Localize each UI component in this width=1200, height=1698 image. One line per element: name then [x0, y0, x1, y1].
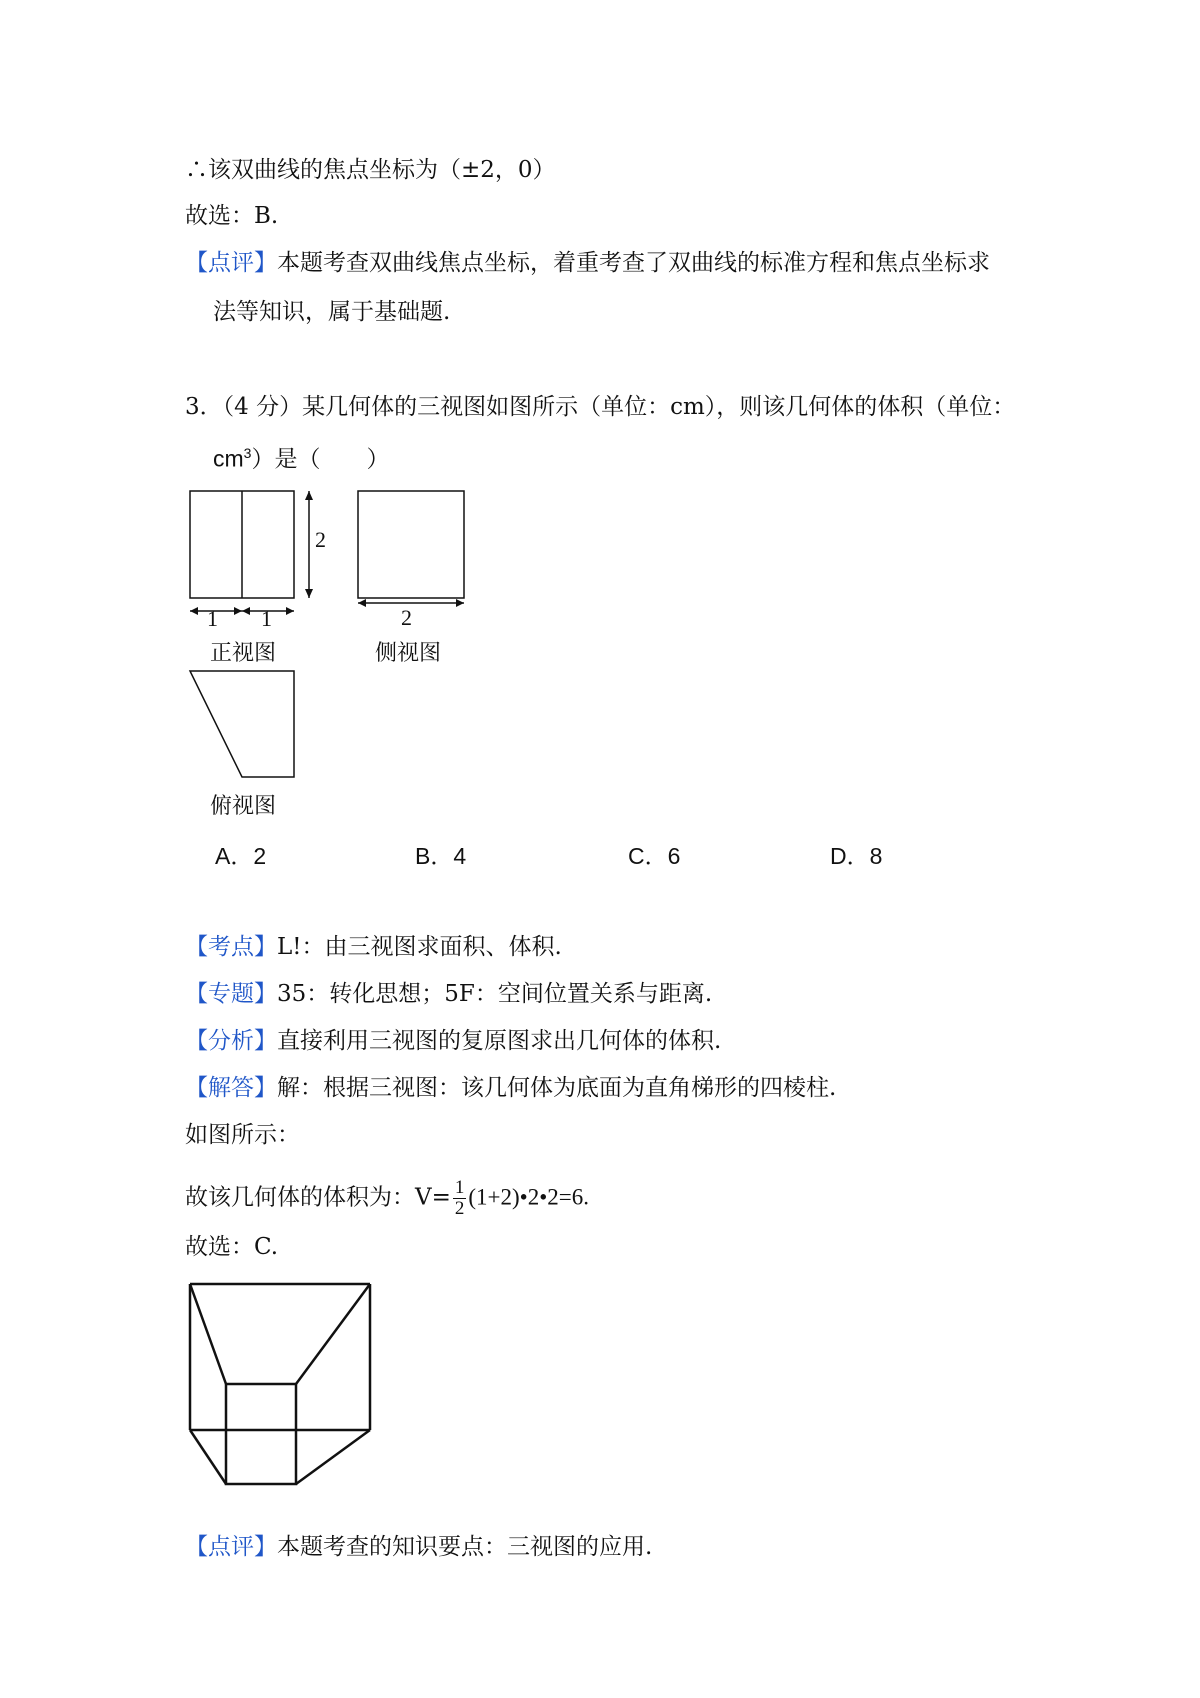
- option-c[interactable]: [628, 838, 680, 871]
- volume-formula: [185, 1178, 589, 1219]
- option-b-value: 4: [453, 843, 467, 869]
- fenxi-text: 直接利用三视图的复原图求出几何体的体积.: [277, 1028, 722, 1054]
- frac-numerator: 1: [454, 1177, 465, 1198]
- top-view-label: 俯视图: [210, 794, 277, 819]
- q3-stem: 3．（4 分）某几何体的三视图如图所示（单位：cm），则该几何体的体积（单位：: [185, 394, 1016, 420]
- dim-width: 2: [401, 605, 412, 630]
- side-view: [354, 487, 470, 622]
- unit-cm: cm: [213, 445, 244, 472]
- kaodian-tag: 【考点】: [185, 934, 277, 960]
- front-view-drawing: [186, 487, 326, 622]
- prev-conclusion: ∴该双曲线的焦点坐标为（±2，0）: [185, 157, 556, 183]
- prev-choose: 故选：B.: [185, 203, 279, 229]
- volume-post: (1+2)•2•2=6.: [468, 1184, 590, 1210]
- kaodian: [185, 932, 562, 962]
- option-d-value: 8: [869, 843, 883, 869]
- dim-height: 2: [315, 527, 326, 552]
- option-a[interactable]: [215, 838, 266, 871]
- option-d-key: D．: [830, 843, 870, 869]
- volume-pre: 故该几何体的体积为：V=: [185, 1184, 451, 1211]
- kaodian-text: L!：由三视图求面积、体积.: [277, 934, 562, 960]
- zhuanti-tag: 【专题】: [185, 981, 277, 1007]
- final-comment: [185, 1532, 652, 1562]
- jieda: [185, 1073, 836, 1103]
- solid-figure: [186, 1280, 376, 1486]
- final-comment-tag: 【点评】: [185, 1534, 277, 1560]
- top-view-drawing: [186, 667, 298, 781]
- fenxi-tag: 【分析】: [185, 1028, 277, 1054]
- front-view-label: 正视图: [210, 641, 277, 666]
- final-comment-text: 本题考查的知识要点：三视图的应用.: [277, 1534, 653, 1560]
- q3-stem-cont: [213, 438, 389, 475]
- frac-denominator: 2: [454, 1198, 465, 1219]
- side-view-drawing: [354, 487, 470, 622]
- dim-1-right: 1: [261, 606, 272, 631]
- prev-comment: [185, 248, 990, 278]
- zhuanti: [185, 979, 712, 1009]
- option-c-key: C．: [628, 843, 668, 869]
- option-a-key: A．: [215, 843, 254, 869]
- q3-stem-tail: ）是（ ）: [251, 446, 390, 473]
- top-view: [186, 667, 298, 781]
- option-a-value: 2: [253, 843, 267, 869]
- zhuanti-text: 35：转化思想；5F：空间位置关系与距离.: [277, 981, 713, 1007]
- prev-comment-cont: 法等知识，属于基础题.: [213, 299, 451, 325]
- fenxi: [185, 1026, 721, 1056]
- solid-figure-drawing: [186, 1280, 376, 1486]
- comment-tag: 【点评】: [185, 250, 277, 276]
- option-b[interactable]: [415, 838, 466, 871]
- jieda-text: 解：根据三视图：该几何体为底面为直角梯形的四棱柱.: [277, 1075, 837, 1101]
- choose-c: 故选：C.: [185, 1234, 279, 1260]
- fraction-half: [453, 1178, 467, 1219]
- side-view-label: 侧视图: [375, 641, 442, 666]
- dim-1-left: 1: [207, 606, 218, 631]
- option-c-value: 6: [667, 843, 681, 869]
- unit-exp: 3: [243, 445, 252, 461]
- option-d[interactable]: [830, 838, 882, 871]
- front-view: [186, 487, 326, 622]
- as-shown: 如图所示：: [185, 1122, 300, 1148]
- option-b-key: B．: [415, 843, 454, 869]
- comment-text: 本题考查双曲线焦点坐标，着重考查了双曲线的标准方程和焦点坐标求: [277, 250, 990, 276]
- jieda-tag: 【解答】: [185, 1075, 277, 1101]
